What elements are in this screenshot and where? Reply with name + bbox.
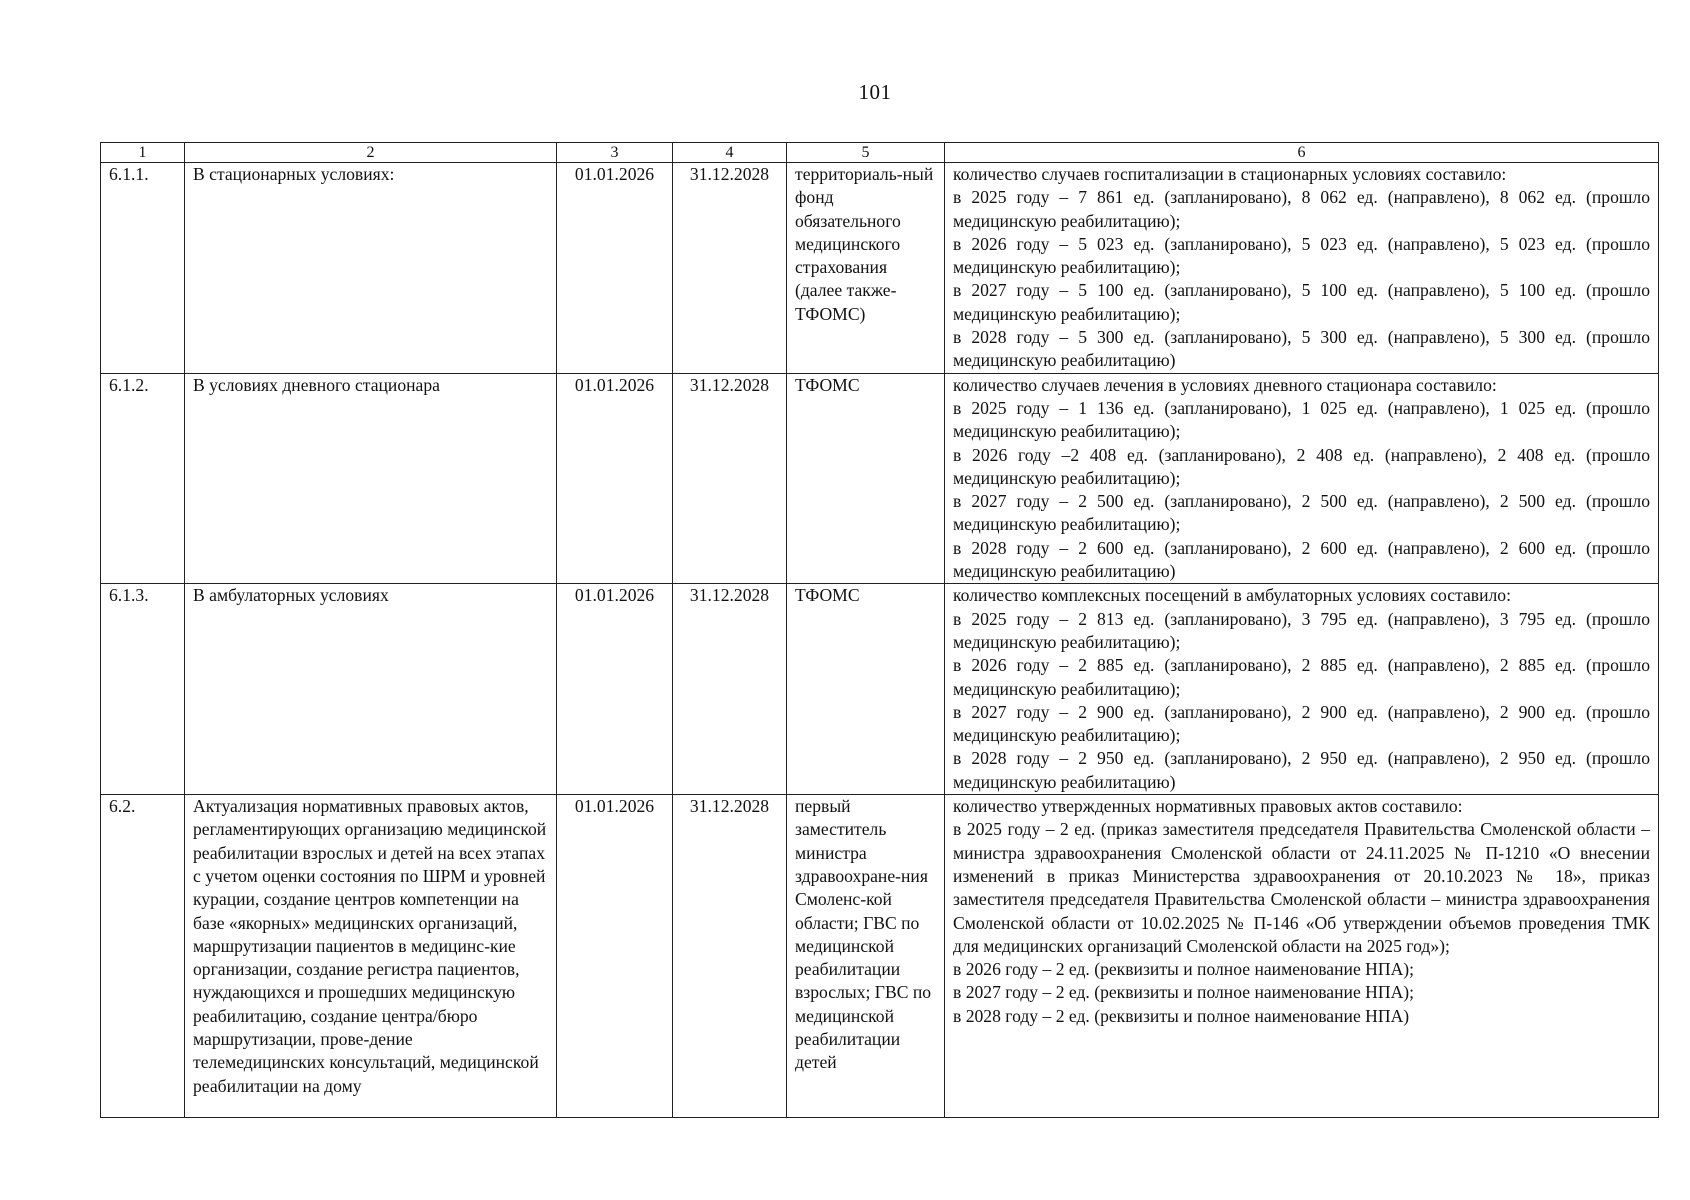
result-line: в 2026 году – 5 023 ед. (запланировано), 5 023 ед. (направлено), 5 023 ед. (прошло медицинскую реабилитацию); <box>953 233 1650 278</box>
row-number: 6.2. <box>101 795 185 1118</box>
result-line: в 2025 году – 7 861 ед. (запланировано), 8 062 ед. (направлено), 8 062 ед. (прошло медицинскую реабилитацию); <box>953 187 1650 231</box>
result-line: количество случаев госпитализации в стационарных условиях составило: <box>953 164 1507 184</box>
page-number: 101 <box>858 80 892 104</box>
responsible: территориаль-ный фонд обязательного медицинского страхования (далее также-ТФОМС) <box>787 163 945 374</box>
measure-name: В условиях дневного стационара <box>185 373 557 584</box>
result-line: количество комплексных посещений в амбулаторных условиях составило: <box>953 585 1511 606</box>
table-row <box>101 373 1659 584</box>
start-date: 01.01.2026 <box>557 373 673 584</box>
row-number: 6.1.3. <box>101 584 185 795</box>
column-number-1: 1 <box>101 143 185 163</box>
result-line: в 2026 году – 2 ед. (реквизиты и полное наименование НПА); <box>953 959 1415 980</box>
measures-table <box>100 142 1659 1118</box>
result-line: количество случаев лечения в условиях дневного стационара составило: <box>953 374 1497 395</box>
responsible: первый заместитель министра здравоохране-ния Смоленс-кой области; ГВС по медицинской реабилитации взрослых; ГВС по медицинской реабилитации детей <box>787 795 945 1118</box>
result-line: в 2027 году – 2 900 ед. (запланировано), 2 900 ед. (направлено), 2 900 ед. (прошло медицинскую реабилитацию); <box>953 701 1650 746</box>
table-row <box>101 584 1659 795</box>
table-row <box>101 163 1659 374</box>
row-number: 6.1.2. <box>101 373 185 584</box>
column-number-4: 4 <box>673 143 787 163</box>
column-number-5: 5 <box>787 143 945 163</box>
end-date: 31.12.2028 <box>673 373 787 584</box>
start-date: 01.01.2026 <box>557 795 673 1118</box>
result-line: в 2027 году – 2 500 ед. (запланировано), 2 500 ед. (направлено), 2 500 ед. (прошло медицинскую реабилитацию); <box>953 491 1650 535</box>
result-line: в 2028 году – 5 300 ед. (запланировано), 5 300 ед. (направлено), 5 300 ед. (прошло медицинскую реабилитацию) <box>953 327 1650 371</box>
result-line: в 2028 году – 2 950 ед. (запланировано), 2 950 ед. (направлено), 2 950 ед. (прошло медицинскую реабилитацию) <box>953 748 1650 792</box>
result-line: в 2027 году – 5 100 ед. (запланировано), 5 100 ед. (направлено), 5 100 ед. (прошло медицинскую реабилитацию); <box>953 280 1650 324</box>
result-line: в 2028 году – 2 ед. (реквизиты и полное наименование НПА) <box>953 1005 1410 1026</box>
column-number-2: 2 <box>185 143 557 163</box>
result-line: в 2027 году – 2 ед. (реквизиты и полное наименование НПА); <box>953 982 1415 1003</box>
measure-name: В амбулаторных условиях <box>185 584 557 795</box>
result-line: в 2025 году – 2 ед. (приказ заместителя председателя Правительства Смоленской области – министра здравоохранения Смоленской области от 24.11.2025 № П-1210 «О внесении изменений в приказ Министерства здравоохранения от 20.10.2023 № 18», приказ заместителя председателя Правительства Смоленской области – министра здравоохранения Смоленской области от 10.02.2025 № П-146 «Об утверждении объемов проведения ТМК для медицинских организаций Смоленской области на 2025 год»); <box>953 819 1650 956</box>
result-cell <box>945 584 1659 795</box>
measure-name: Актуализация нормативных правовых актов, регламентирующих организацию медицинской реабилитации взрослых и детей на всех этапах с учетом оценки состояния по ШРМ и уровней курации, создание центров компетенции на базе «якорных» медицинских организаций, маршрутизации пациентов в медицинс-кие организации, создание регистра пациентов, нуждающихся и прошедших медицинскую реабилитацию, создание центра/бюро маршрутизации, прове-дение телемедицинских консультаций, медицинской реабилитации на дому <box>185 795 557 1118</box>
row-number: 6.1.1. <box>101 163 185 374</box>
column-number-3: 3 <box>557 143 673 163</box>
result-cell <box>945 373 1659 584</box>
start-date: 01.01.2026 <box>557 163 673 374</box>
end-date: 31.12.2028 <box>673 163 787 374</box>
result-line: в 2026 году –2 408 ед. (запланировано), 2 408 ед. (направлено), 2 408 ед. (прошло медицинскую реабилитацию); <box>953 444 1650 488</box>
responsible: ТФОМС <box>787 373 945 584</box>
result-line: количество утвержденных нормативных правовых актов составило: <box>953 796 1463 817</box>
result-cell <box>945 795 1659 1118</box>
result-line: в 2025 году – 2 813 ед. (запланировано), 3 795 ед. (направлено), 3 795 ед. (прошло медицинскую реабилитацию); <box>953 608 1650 652</box>
result-cell <box>945 163 1659 374</box>
responsible: ТФОМС <box>787 584 945 795</box>
start-date: 01.01.2026 <box>557 584 673 795</box>
end-date: 31.12.2028 <box>673 795 787 1118</box>
result-line: в 2026 году – 2 885 ед. (запланировано), 2 885 ед. (направлено), 2 885 ед. (прошло медицинскую реабилитацию); <box>953 655 1650 699</box>
result-line: в 2028 году – 2 600 ед. (запланировано), 2 600 ед. (направлено), 2 600 ед. (прошло медицинскую реабилитацию) <box>953 537 1650 582</box>
column-number-row <box>101 143 1659 163</box>
end-date: 31.12.2028 <box>673 584 787 795</box>
table-row <box>101 795 1659 1118</box>
result-line: в 2025 году – 1 136 ед. (запланировано), 1 025 ед. (направлено), 1 025 ед. (прошло медицинскую реабилитацию); <box>953 397 1650 442</box>
column-number-6: 6 <box>945 143 1659 163</box>
measure-name: В стационарных условиях: <box>185 163 557 374</box>
